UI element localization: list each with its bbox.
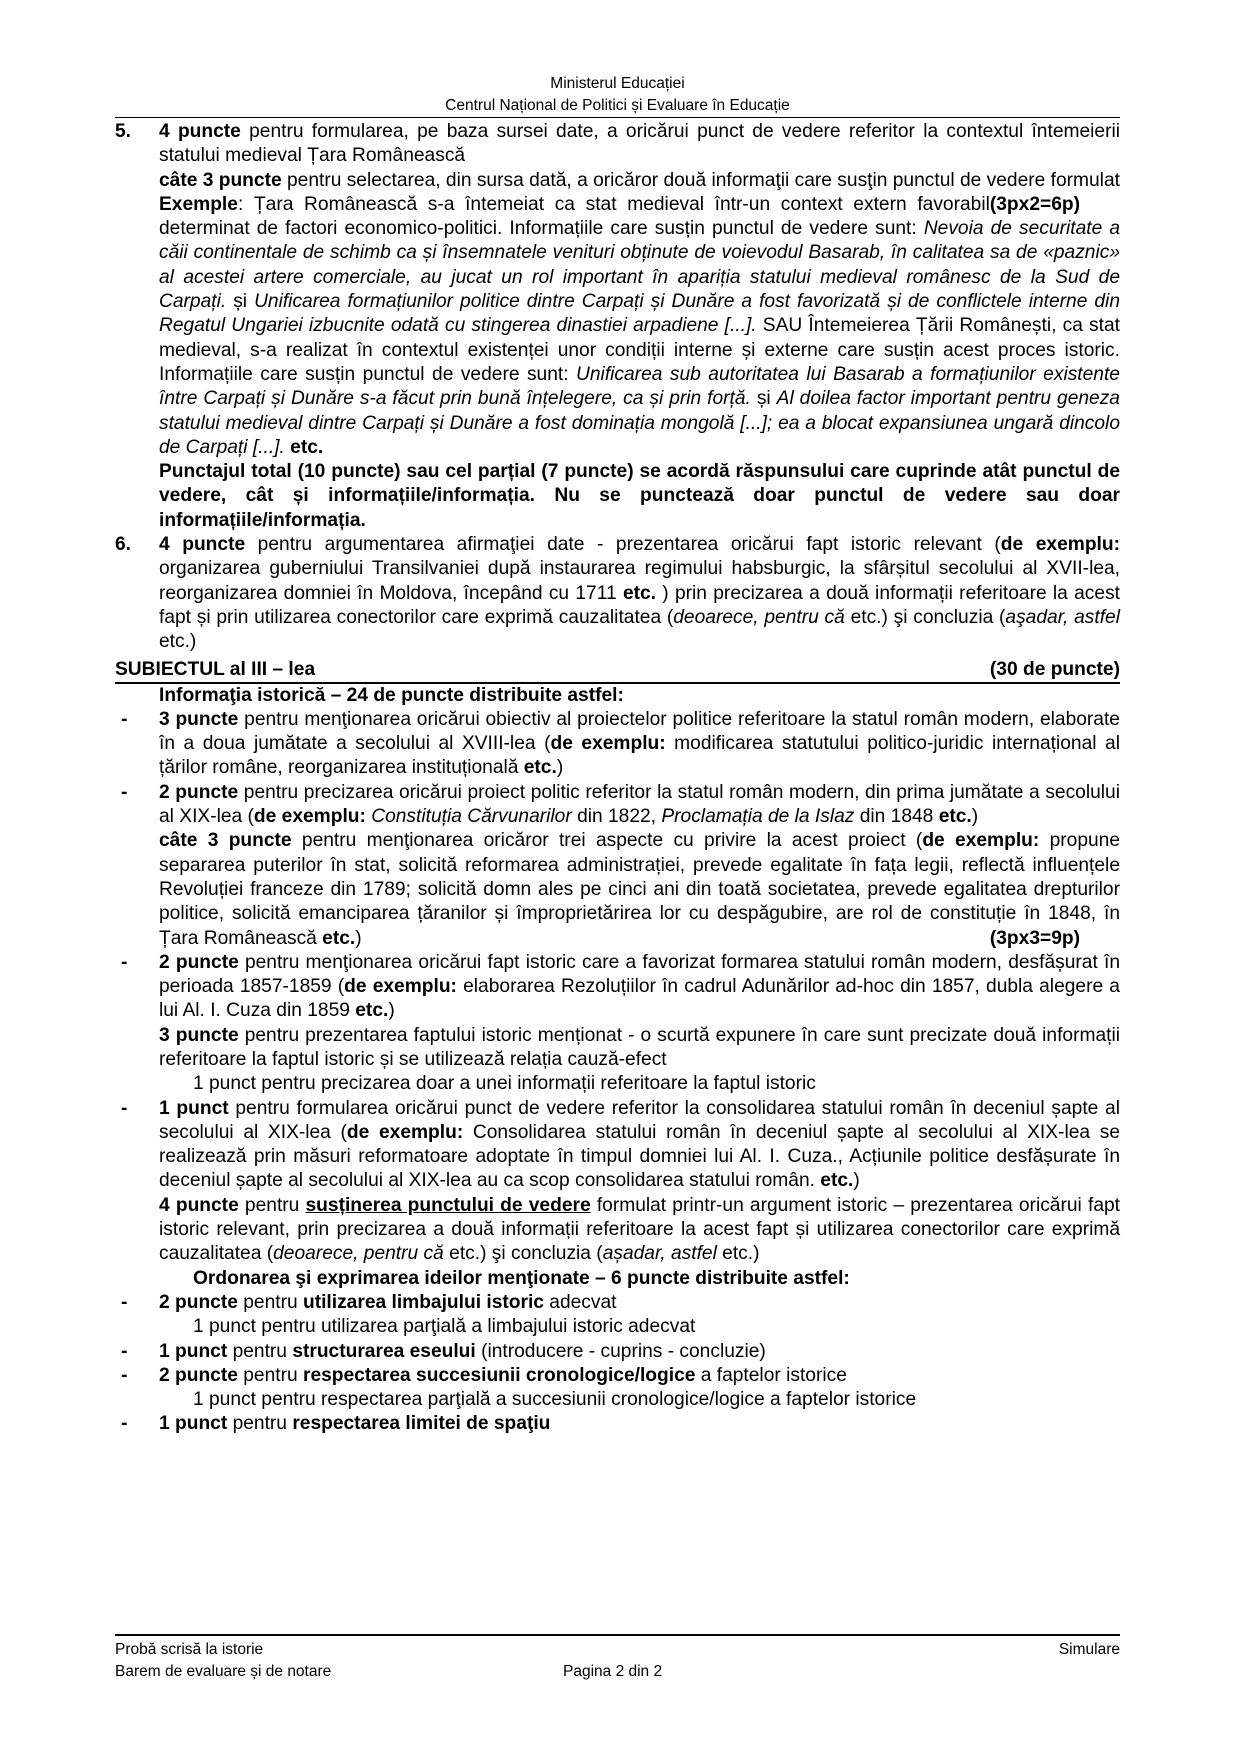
partial-score-note: 1 punct pentru utilizarea parţială a limbajului istoric adecvat	[193, 1316, 696, 1338]
footer-divider	[115, 1634, 1120, 1636]
example-quote: Unificarea sub autoritatea lui Basarab a formațiunilor existente între Carpați și Dunăre s-a făcut prin bună înțelegere, ca și prin forță.	[159, 363, 1120, 410]
criterion-text: etc.) şi concluzia (	[443, 1243, 603, 1265]
points-label: 3 puncte	[159, 1024, 239, 1046]
criterion-text: pentru	[227, 1413, 293, 1435]
criterion-bullet	[115, 781, 1120, 830]
emphasized-criterion: susținerea punctului de vedere	[305, 1194, 591, 1216]
etc-label: etc.	[523, 757, 557, 779]
bullet-marker: -	[121, 781, 128, 803]
criterion-key: utilizarea limbajului istoric	[302, 1291, 544, 1313]
document-title: Proclamația de la Islaz	[661, 806, 855, 828]
ordering-bullet	[115, 1412, 1120, 1436]
points-label: 4 puncte	[159, 121, 241, 142]
footer-doc-type: Barem de evaluare și de notare	[115, 1663, 332, 1680]
item-6	[115, 533, 1120, 654]
footer-exam-name: Probă scrisă la istorie	[115, 1641, 264, 1658]
page-number: Pagina 2 din 2	[563, 1663, 663, 1680]
ordering-bullet	[115, 1291, 1120, 1315]
section-3-heading	[115, 658, 1120, 684]
points-label: 2 puncte	[159, 1364, 238, 1386]
criterion-text: pentru	[227, 1340, 293, 1362]
criterion-text: pentru menţionarea oricărui fapt istoric care a favorizat formarea statului român modern, desfășurat în perioada 1857-1859 (	[159, 951, 1120, 998]
etc-label: etc.	[322, 927, 356, 949]
criterion-text: etc.)	[159, 631, 197, 653]
criterion-text: (introducere - cuprins - concluzie)	[475, 1340, 766, 1362]
partial-score-note: 1 punct pentru precizarea doar a unei informații referitoare la faptul istoric	[193, 1073, 816, 1095]
criterion-text: pentru menţionarea oricăror trei aspecte cu privire la acest proiect (	[291, 830, 923, 852]
score-formula: (3px3=9p)	[989, 927, 1080, 949]
criterion-text: )	[853, 1170, 860, 1192]
bullet-marker: -	[121, 1413, 128, 1435]
ordering-heading: Ordonarea şi exprimarea ideilor menţionate – 6 puncte distribuite astfel:	[193, 1267, 850, 1289]
criterion-text: Consolidarea statului român în deceniul șapte al secolului al XIX-lea se realizează prin măsuri reformatoare adoptate în timpul domniei lui Al. I. Cuza., Acțiunile politice desfășurate în deceniul șapte al secolului al XIX-lea au ca scop consolidarea statului român.	[159, 1121, 1120, 1192]
criterion-bullet	[115, 708, 1120, 781]
criterion-text: ) prin precizarea a două informații referitoare la acest fapt și prin utilizarea conectorilor care exprimă cauzalitatea (	[159, 582, 1120, 628]
example-quote: Unificarea formațiunilor politice dintre Carpați și Dunăre a fost favorizată și de conflictele interne din Regatul Ungariei izbucnite odată cu stingerea dinastiei arpadiene [...].	[159, 291, 1120, 337]
etc-label: etc.	[622, 582, 657, 604]
etc-label: etc.	[938, 806, 972, 828]
points-label: 1 punct	[159, 1340, 228, 1362]
example-quote: Al doilea factor important pentru geneza statului medieval dintre Carpați și Dunăre a fost dominația mongolă [...]; ea a blocat expansiunea ungară dincolo de Carpați [...].	[159, 388, 1120, 458]
example-label: de exemplu:	[253, 806, 366, 828]
etc-label: etc.	[284, 436, 324, 458]
historical-info-heading: Informaţia istorică – 24 de puncte distribuite astfel:	[159, 684, 624, 706]
points-label: 3 puncte	[159, 708, 239, 730]
criterion-text: elaborarea Rezoluțiilor în cadrul Adunărilor ad-hoc din 1857, dubla alegere a lui Al. I. Cuza din 1859	[159, 976, 1120, 1022]
ordering-bullet	[115, 1340, 1120, 1364]
section-title: SUBIECTUL al III – lea	[115, 658, 316, 680]
example-text: : Țara Românească s-a întemeiat ca stat medieval într-un context extern favorabil determinat de factori economico-politici. Informațiile care susțin punctul de vedere sunt:	[159, 193, 990, 240]
bullet-marker: -	[121, 708, 128, 730]
example-label: de exemplu:	[344, 976, 457, 998]
etc-label: etc.	[355, 1000, 389, 1022]
document-title: Constituția Cărvunarilor	[371, 806, 572, 828]
examples-label: Exemple	[159, 193, 238, 215]
points-label: 1 punct	[159, 1097, 229, 1119]
criterion-sub	[115, 1194, 1120, 1267]
example-text: și	[226, 291, 255, 313]
example-text: SAU Întemeierea Țării Românești, ca stat medieval, s-a realizat în contextul existenței unor condiții interne și externe care susțin acest proces istoric. Informațiile care susțin punctul de vedere sunt:	[159, 315, 1120, 385]
criterion-text: pentru precizarea oricărui proiect politic referitor la statul român modern, din prima jumătate a secolului al XIX-lea (	[159, 781, 1120, 828]
bullet-marker: -	[121, 1364, 128, 1386]
item-number: 6.	[115, 534, 132, 556]
bullet-marker: -	[121, 1340, 128, 1362]
criterion-text: )	[388, 1000, 395, 1022]
section-points: (30 de puncte)	[989, 658, 1120, 680]
criterion-bullet	[115, 951, 1120, 1024]
connector-examples: aşadar, astfel	[1005, 606, 1120, 628]
connector-examples: deoarece, pentru că	[273, 1243, 444, 1265]
bullet-marker: -	[121, 1097, 128, 1119]
bullet-marker: -	[121, 1291, 128, 1313]
partial-score-note: 1 punct pentru respectarea parţială a succesiunii cronologice/logice a faptelor istorice	[193, 1389, 917, 1411]
points-label: 2 puncte	[159, 1291, 238, 1313]
item-5-note: Punctajul total (10 puncte) sau cel parțial (7 puncte) se acordă răspunsului care cuprinde atât punctul de vedere, cât și informațiile/informația. Nu se punctează doar punctul de vedere sau doar informațiile/informația.	[159, 461, 1120, 531]
connector-examples: așadar, astfel	[602, 1243, 717, 1265]
ordering-bullet	[115, 1364, 1120, 1388]
example-label: de exemplu:	[550, 733, 666, 755]
criterion-text: propune separarea puterilor în stat, solicită reformarea administrației, prevede egalitate în fața legii, reflectă influențele Revoluției franceze din 1789; solicită domn ales pe cinci ani din toată societatea, prevede egalitatea drepturilor politice, solicită emanciparea țăranilor și împroprietărirea lor cu despăgubire, are rol de constituție în 1848, în Țara Românească	[159, 830, 1121, 949]
bullet-marker: -	[121, 951, 128, 973]
criterion-sub	[115, 1024, 1120, 1073]
criterion-text: pentru	[237, 1364, 303, 1386]
criterion-text: pentru argumentarea afirmaţiei date - prezentarea oricărui fapt istoric relevant (	[245, 534, 1001, 556]
points-label: câte 3 puncte	[159, 169, 282, 191]
footer-session: Simulare	[1058, 1641, 1120, 1658]
criterion-text: pentru prezentarea faptului istoric menționat - o scurtă expunere în care sunt precizate două informații referitoare la faptul istoric și se utilizează relația cauză-efect	[159, 1024, 1120, 1070]
etc-label: etc.	[820, 1170, 854, 1192]
criterion-sub	[115, 829, 1120, 950]
criterion-bullet	[115, 1097, 1120, 1194]
criterion-text: modificarea statutului politico-juridic internațional al țărilor române, reorganizarea instituțională	[159, 733, 1120, 779]
example-quote: Nevoia de securitate a căii continentale de schimb ca și însemnatele venituri obținute de voievodul Basarab, în calitatea sa de «paznic» al acestei artere comerciale, au jucat un rol important în apariția statului medieval românesc de la Sud de Carpați.	[159, 218, 1121, 313]
document-body	[115, 120, 1120, 1437]
points-label: câte 3 puncte	[159, 830, 292, 852]
item-5	[115, 120, 1120, 169]
criterion-text: din 1822,	[571, 806, 662, 828]
points-label: 4 puncte	[159, 534, 246, 556]
header-center: Centrul Național de Politici și Evaluare în Educație	[445, 97, 790, 114]
criterion-key: respectarea succesiunii cronologice/logice	[302, 1364, 696, 1386]
criterion-text: etc.)	[716, 1243, 760, 1265]
criterion-text: formulat printr-un argument istoric – prezentarea oricărui fapt istoric relevant, prin precizarea a două informații referitoare la acest fapt și utilizarea conectorilor care exprimă cauzalitatea (	[159, 1194, 1120, 1265]
example-label: de exemplu:	[346, 1121, 464, 1143]
criterion-text: etc.) şi concluzia (	[844, 606, 1006, 628]
criterion-text: a faptelor istorice	[695, 1364, 847, 1386]
points-label: 2 puncte	[159, 951, 239, 973]
connector-examples: deoarece, pentru că	[673, 606, 845, 628]
criterion-text: pentru	[238, 1194, 306, 1216]
example-label: de exemplu:	[1000, 534, 1120, 556]
points-label: 4 puncte	[159, 1194, 239, 1216]
header-ministry: Ministerul Educației	[550, 75, 685, 92]
header-divider	[115, 117, 1120, 118]
criterion-text: )	[556, 757, 564, 779]
points-label: 1 punct	[159, 1413, 228, 1435]
item-5-examples	[115, 193, 1120, 460]
criterion-text: adecvat	[543, 1291, 617, 1313]
criterion-text: pentru selectarea, din sursa dată, a oricăror două informaţii care susţin punctul de vedere formulat	[281, 169, 1120, 191]
criterion-text: pentru	[237, 1291, 303, 1313]
criterion-key: structurarea eseului	[292, 1340, 476, 1362]
criterion-text: pentru menţionarea oricărui obiectiv al proiectelor politice referitoare la statul român modern, elaborate în a doua jumătate a secolului al XVIII-lea (	[159, 708, 1120, 755]
score-formula: (3px2=6p)	[989, 193, 1080, 215]
criterion-text: organizarea guberniului Transilvaniei după instaurarea regimului habsburgic, la sfârșitul secolului al XVII-lea, reorganizarea domniei în Moldova, începând cu 1711	[159, 558, 1120, 604]
criterion-text: )	[971, 806, 979, 828]
example-text: și	[750, 388, 777, 410]
example-label: de exemplu:	[922, 830, 1040, 852]
criterion-text: pentru formularea oricărui punct de vedere referitor la consolidarea statului român în deceniul șapte al secolului al XIX-lea (	[159, 1097, 1120, 1143]
criterion-text: pentru formularea, pe baza sursei date, a oricărui punct de vedere referitor la contextul întemeierii statului medieval Țara Românească	[159, 121, 1120, 167]
item-number: 5.	[115, 121, 132, 142]
criterion-text: din 1848	[854, 806, 939, 828]
criterion-text: )	[355, 927, 362, 949]
points-label: 2 puncte	[159, 781, 239, 803]
criterion-key: respectarea limitei de spaţiu	[292, 1413, 551, 1435]
